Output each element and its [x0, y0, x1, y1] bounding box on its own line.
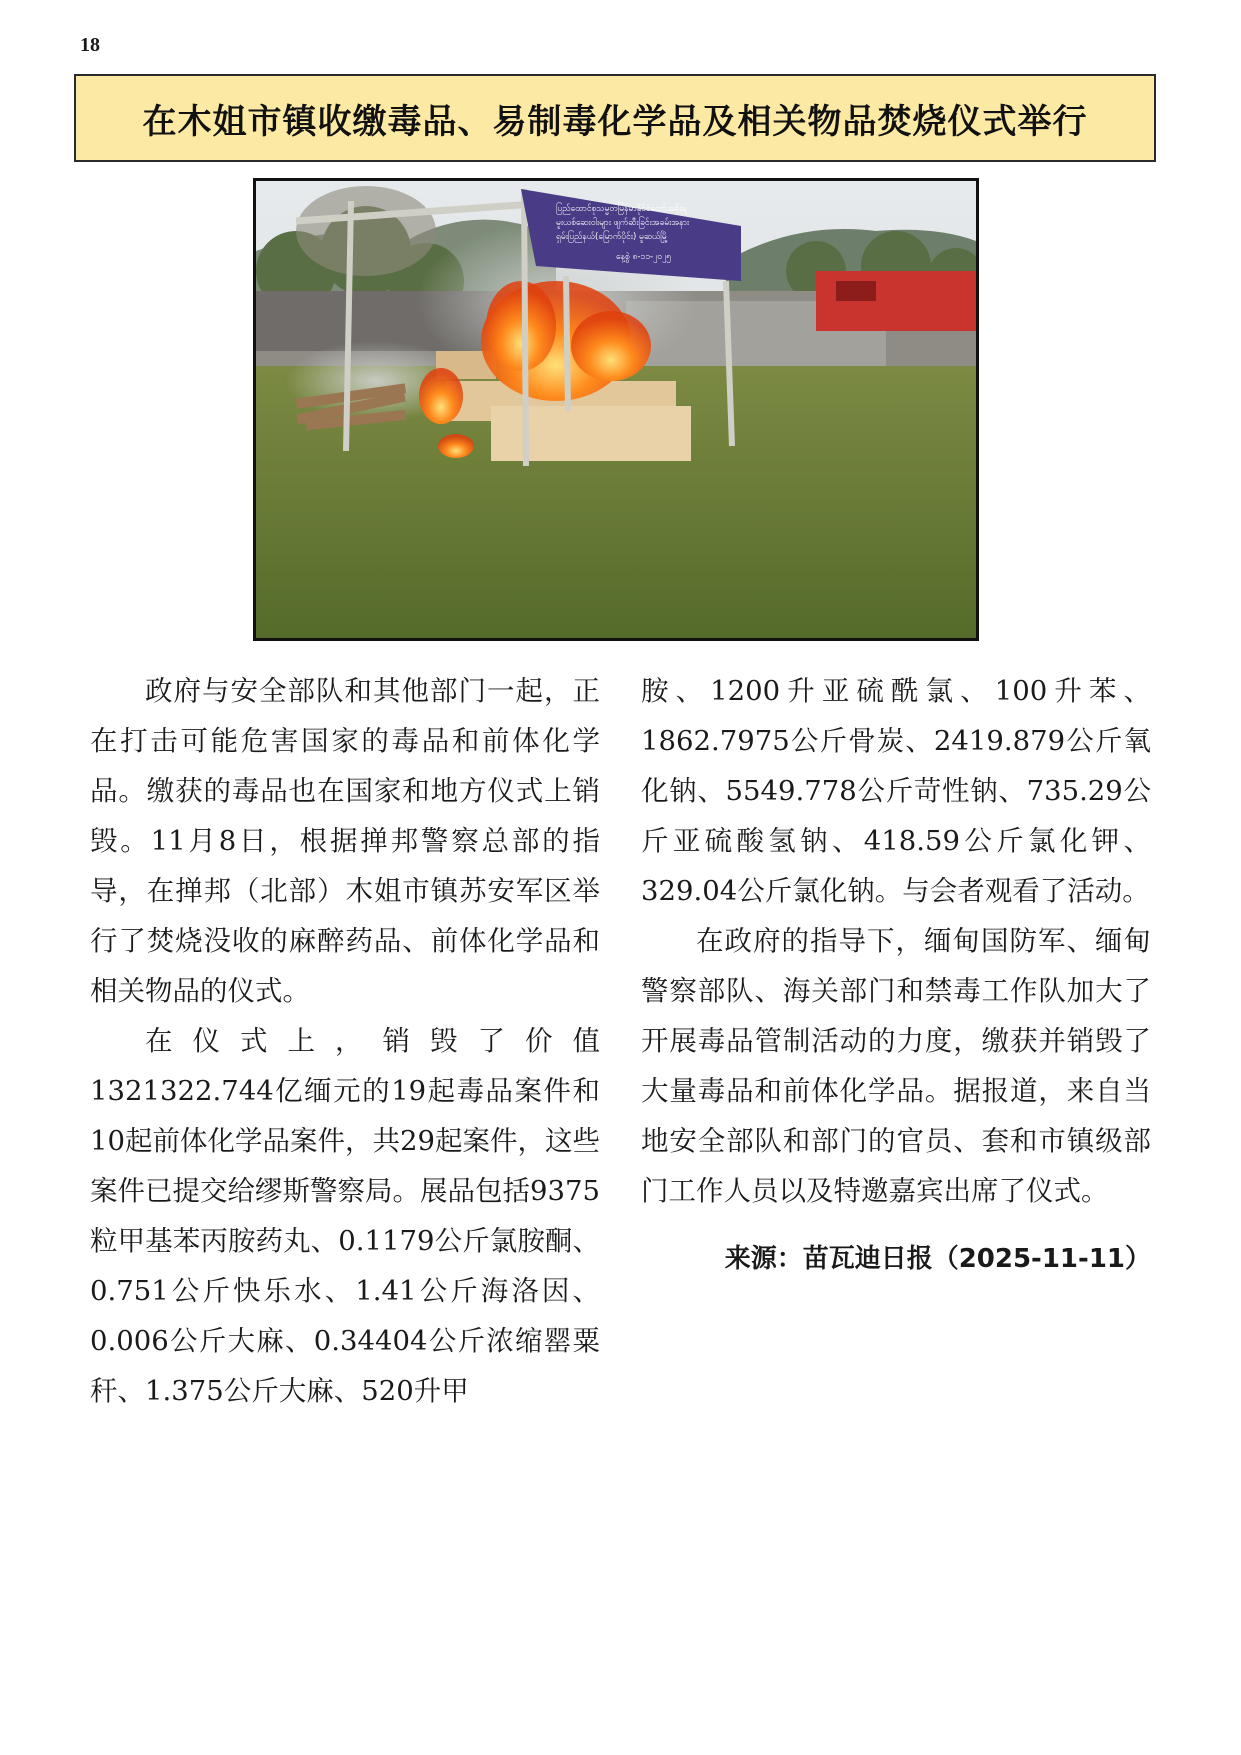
banner-line: ရှမ်းပြည်နယ်(မြောက်ပိုင်း) မူဆယ်မြို့ [556, 232, 668, 242]
banner-line: ပြည်ထောင်စုသမ္မတမြန်မာနိုင်ငံတော်အစိုးရ [556, 204, 687, 214]
title-banner [74, 74, 1156, 162]
banner-line: မူးယစ်ဆေးဝါးများ ဖျက်ဆီးခြင်းအခမ်းအနား [556, 218, 690, 228]
article-column-left [90, 666, 600, 1416]
drug-burning-ceremony-photo [256, 181, 976, 638]
article-column-right [641, 666, 1151, 1284]
paragraph: 在政府的指导下，缅甸国防军、缅甸警察部队、海关部门和禁毒工作队加大了开展毒品管制活动的力度，缴获并销毁了大量毒品和前体化学品。据报道，来自当地安全部队和部门的官员、套和市镇级部门工作人员以及特邀嘉宾出席了仪式。 [641, 925, 1151, 1207]
paragraph: 胺、1200升亚硫酰氯、100升苯、1862.7975公斤骨炭、2419.879公斤氧化钠、5549.778公斤苛性钠、735.29公斤亚硫酸氢钠、418.59公斤氯化钾、329.04公斤氯化钠。与会者观看了活动。 [641, 675, 1151, 907]
source-citation: 来源：苗瓦迪日报（2025-11-11） [724, 1244, 1151, 1274]
paragraph: 在仪式上，销毁了价值1321322.744亿缅元的19起毒品案件和10起前体化学品案件，共29起案件，这些案件已提交给缪斯警察局。展品包括9375粒甲基苯丙胺药丸、0.1179公斤氯胺酮、0.751公斤快乐水、1.41公斤海洛因、0.006公斤大麻、0.34404公斤浓缩罂粟秆、1.375公斤大麻、520升甲 [90, 1025, 600, 1407]
banner-line: နေ့စွဲ ၈-၁၁-၂၀၂၅ [616, 252, 671, 262]
article-title: 在木姐市镇收缴毒品、易制毒化学品及相关物品焚烧仪式举行 [142, 101, 1088, 142]
page-number: 18 [80, 34, 100, 56]
paragraph: 政府与安全部队和其他部门一起，正在打击可能危害国家的毒品和前体化学品。缴获的毒品也在国家和地方仪式上销毁。11月8日，根据掸邦警察总部的指导，在掸邦（北部）木姐市镇苏安军区举行了焚烧没收的麻醉药品、前体化学品和相关物品的仪式。 [90, 675, 600, 1007]
article-photo [253, 178, 979, 641]
